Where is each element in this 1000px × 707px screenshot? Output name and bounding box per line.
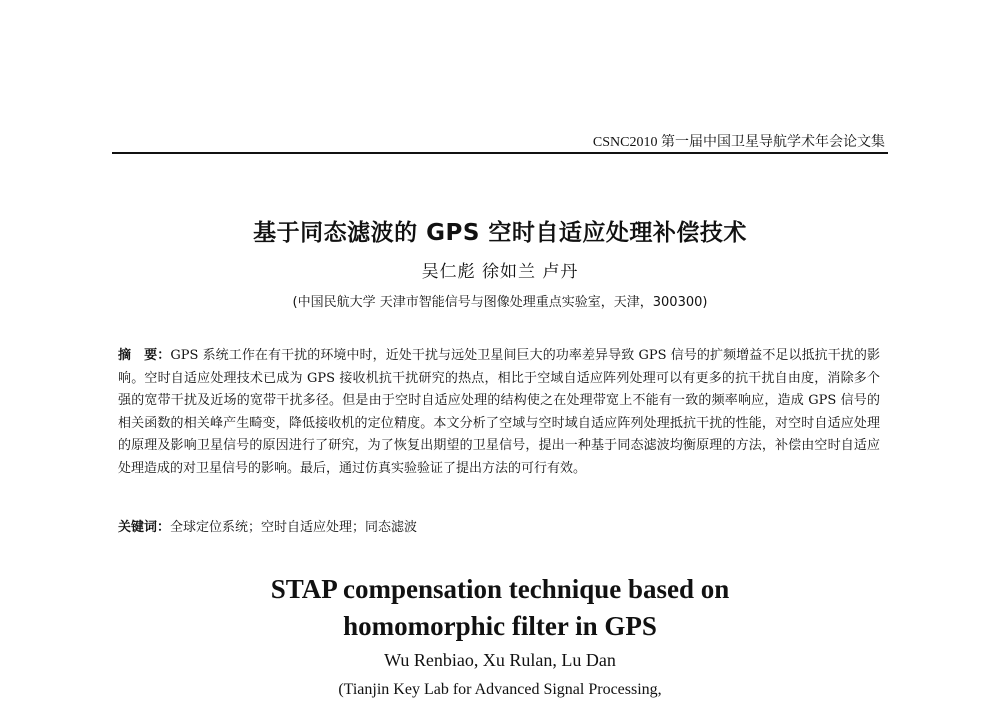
header-rule [112, 152, 888, 154]
chinese-authors: 吴仁彪 徐如兰 卢丹 [421, 262, 579, 282]
abstract-label: 摘 要： [118, 348, 171, 363]
english-authors: Wu Renbiao, Xu Rulan, Lu Dan [384, 650, 616, 670]
keywords [118, 517, 880, 539]
english-title [0, 571, 1000, 645]
abstract [118, 345, 880, 481]
english-affiliation: (Tianjin Key Lab for Advanced Signal Processing, [338, 681, 662, 698]
chinese-title: 基于同态滤波的 GPS 空时自适应处理补偿技术 [253, 220, 747, 246]
keywords-label: 关键词： [118, 520, 171, 535]
keywords-text: 全球定位系统；空时自适应处理；同态滤波 [170, 520, 418, 535]
chinese-affiliation: (中国民航大学 天津市智能信号与图像处理重点实验室，天津，300300) [292, 295, 708, 310]
english-title-line-1: STAP compensation technique based on [270, 574, 730, 604]
abstract-text: GPS 系统工作在有干扰的环境中时，近处干扰与远处卫星间巨大的功率差异导致 GPS 信号的扩频增益不足以抵抗干扰的影响。空时自适应处理技术已成为 GPS 接收机抗干扰研究的热点，相比于空域自适应阵列处理可以有更多的抗干扰自由度，消除多个强的宽带干扰及近场的宽带干扰多径。但是由于空时自适应处理的结构使之在处理带宽上不能有一致的频率响应，造成 GPS 信号的相关函数的相关峰产生畸变，降低接收机的定位精度。本文分析了空域与空时域自适应阵列处理抵抗干扰的性能，对空时自适应处理的原理及影响卫星信号的原因进行了研究，为了恢复出期望的卫星信号，提出一种基于同态滤波均衡原理的方法，补偿由空时自适应处理造成的对卫星信号的影响。最后，通过仿真实验验证了提出方法的可行有效。 [118, 348, 880, 476]
english-title-line-2: homomorphic filter in GPS [343, 611, 657, 641]
running-header: CSNC2010 第一届中国卫星导航学术年会论文集 [592, 135, 885, 150]
